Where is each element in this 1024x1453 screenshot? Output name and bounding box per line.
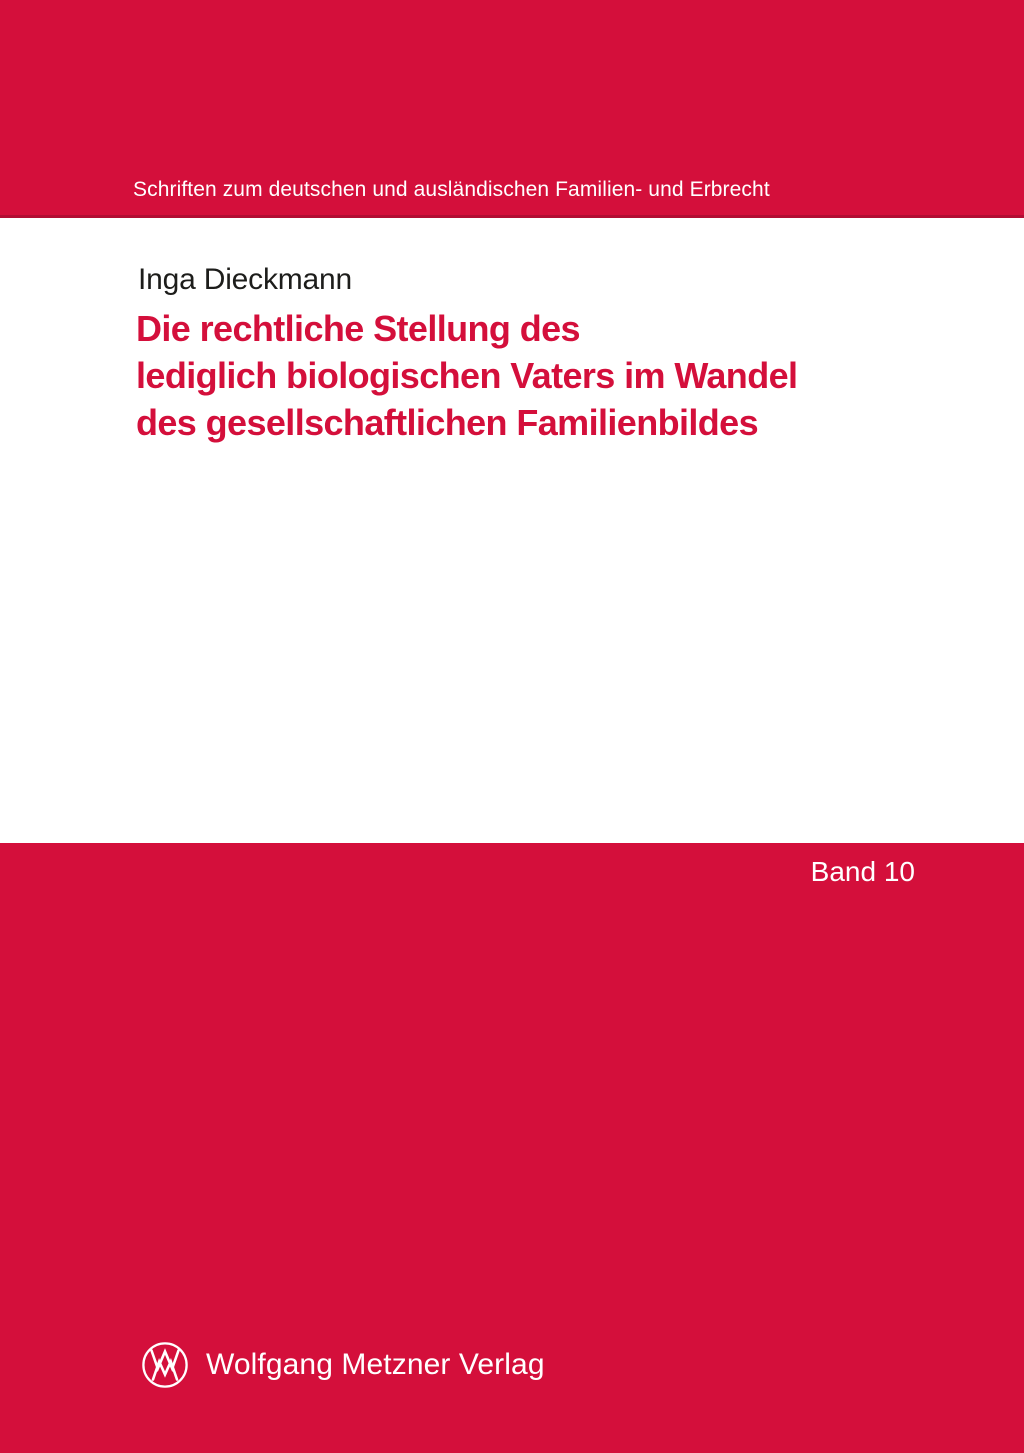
publisher-name: Wolfgang Metzner Verlag: [206, 1348, 545, 1381]
book-title-line-3: des gesellschaftlichen Familienbildes: [136, 402, 759, 443]
book-title-line-1: Die rechtliche Stellung des: [136, 308, 580, 349]
book-title-line-2: lediglich biologischen Vaters im Wandel: [136, 355, 798, 396]
volume-number: Band 10: [810, 856, 915, 887]
publisher-row: [141, 1341, 545, 1389]
bottom-band: [0, 843, 1024, 1453]
top-band: [0, 0, 1024, 218]
book-title: [136, 305, 797, 446]
wm-monogram-icon: [141, 1341, 189, 1389]
series-title: Schriften zum deutschen und ausländischen Familien- und Erbrecht: [133, 178, 770, 201]
author-name: Inga Dieckmann: [138, 263, 352, 296]
